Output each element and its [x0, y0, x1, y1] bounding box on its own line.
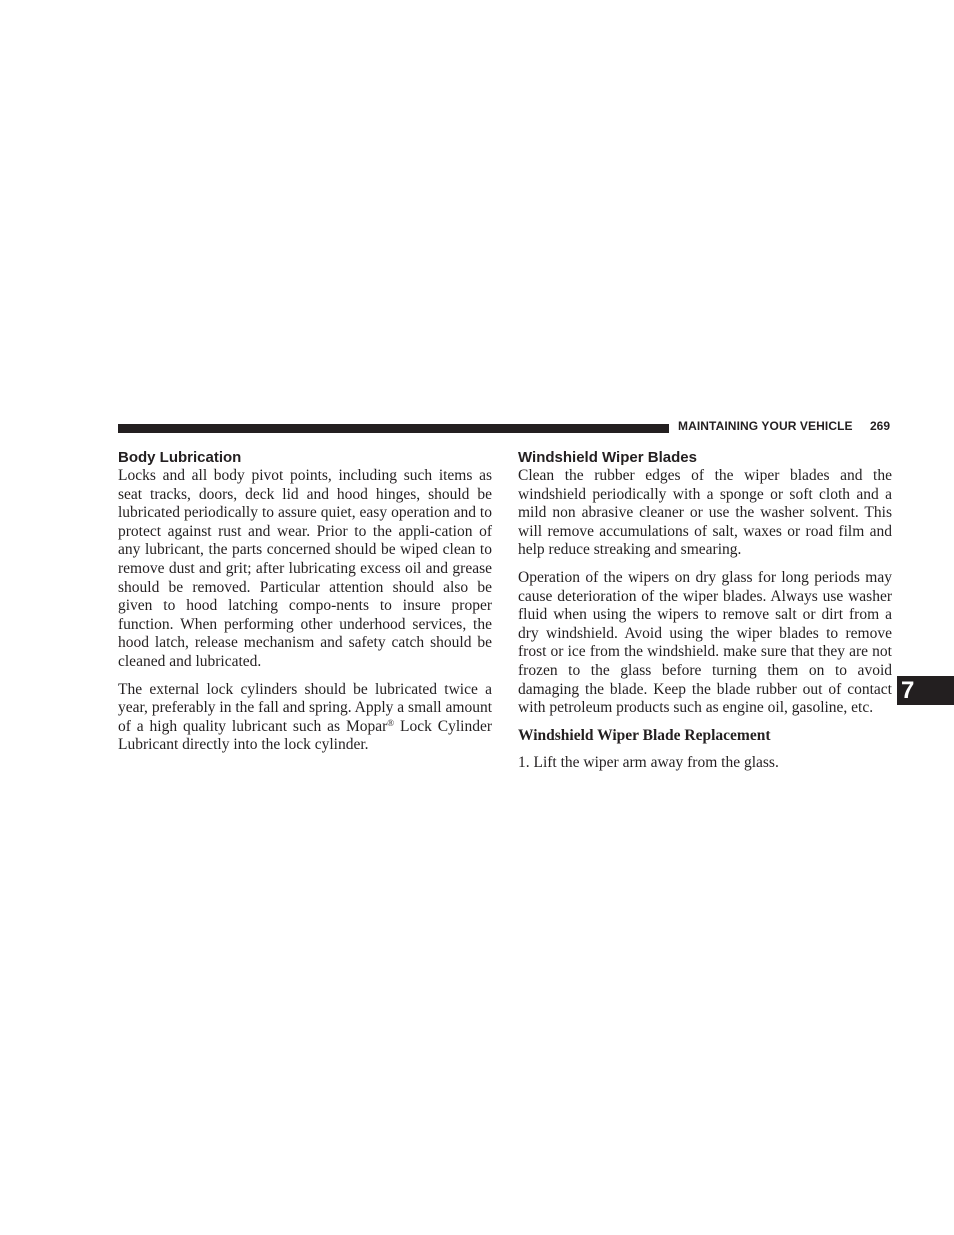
body-lubrication-paragraph-1: Locks and all body pivot points, including such items as seat tracks, doors, deck lid and hood hinges, should be lubricated periodically to assure quiet, easy operation and to protect against rust and wear. Prior to the appli-cation of any lubricant, the parts concerned should be wiped clean to remove dust and grit; after lubricating excess oil and grease should be removed. Particular attention should also be given to hood latching compo-nents to insure proper function. When performing other underhood services, the hood latch, release mechanism and safety catch should be cleaned and lubricated.: [118, 467, 492, 670]
paragraph-2-text-b: Lock Cylinder Lubricant directly into the lock cylinder.: [118, 717, 492, 754]
wiper-blades-heading: Windshield Wiper Blades: [518, 449, 697, 466]
page-number: 269: [870, 419, 891, 433]
body-lubrication-heading: Body Lubrication: [118, 449, 242, 466]
wiper-blades-paragraph-2: Operation of the wipers on dry glass for long periods may cause deterioration of the wiper blades. Always use washer fluid when using the wipers to remove salt or dirt from a dry windshield. Avoid using the wiper blades to remove frost or ice from the windshield. make sure that they are not frozen to the glass before turning them on to avoid damaging the blade. Keep the blade rubber out of contact with petroleum products such as engine oil, gasoline, etc.: [518, 568, 892, 717]
left-column: [118, 448, 492, 764]
body-lubrication-paragraph-2: [118, 681, 492, 755]
wiper-blades-paragraph-1: Clean the rubber edges of the wiper blades and the windshield periodically with a sponge or soft cloth and a mild non abrasive cleaner or use the washer solvent. This will remove accumulations of salt, waxes or road film and help reduce streaking and smearing.: [518, 467, 892, 559]
wiper-blade-replacement-subheading: Windshield Wiper Blade Replacement: [518, 726, 771, 744]
running-header-title: MAINTAINING YOUR VEHICLE: [678, 419, 853, 433]
replacement-step-1: 1. Lift the wiper arm away from the glass.: [518, 754, 779, 772]
right-column: [518, 448, 892, 782]
chapter-tab: 7: [897, 676, 954, 705]
registered-mark: ®: [387, 717, 395, 728]
paragraph-2-text-a: The external lock cylinders should be lubricated twice a year, preferably in the fall and spring. Apply a small amount of a high quality lubricant such as Mopar: [118, 680, 492, 735]
header-rule: [118, 424, 669, 433]
